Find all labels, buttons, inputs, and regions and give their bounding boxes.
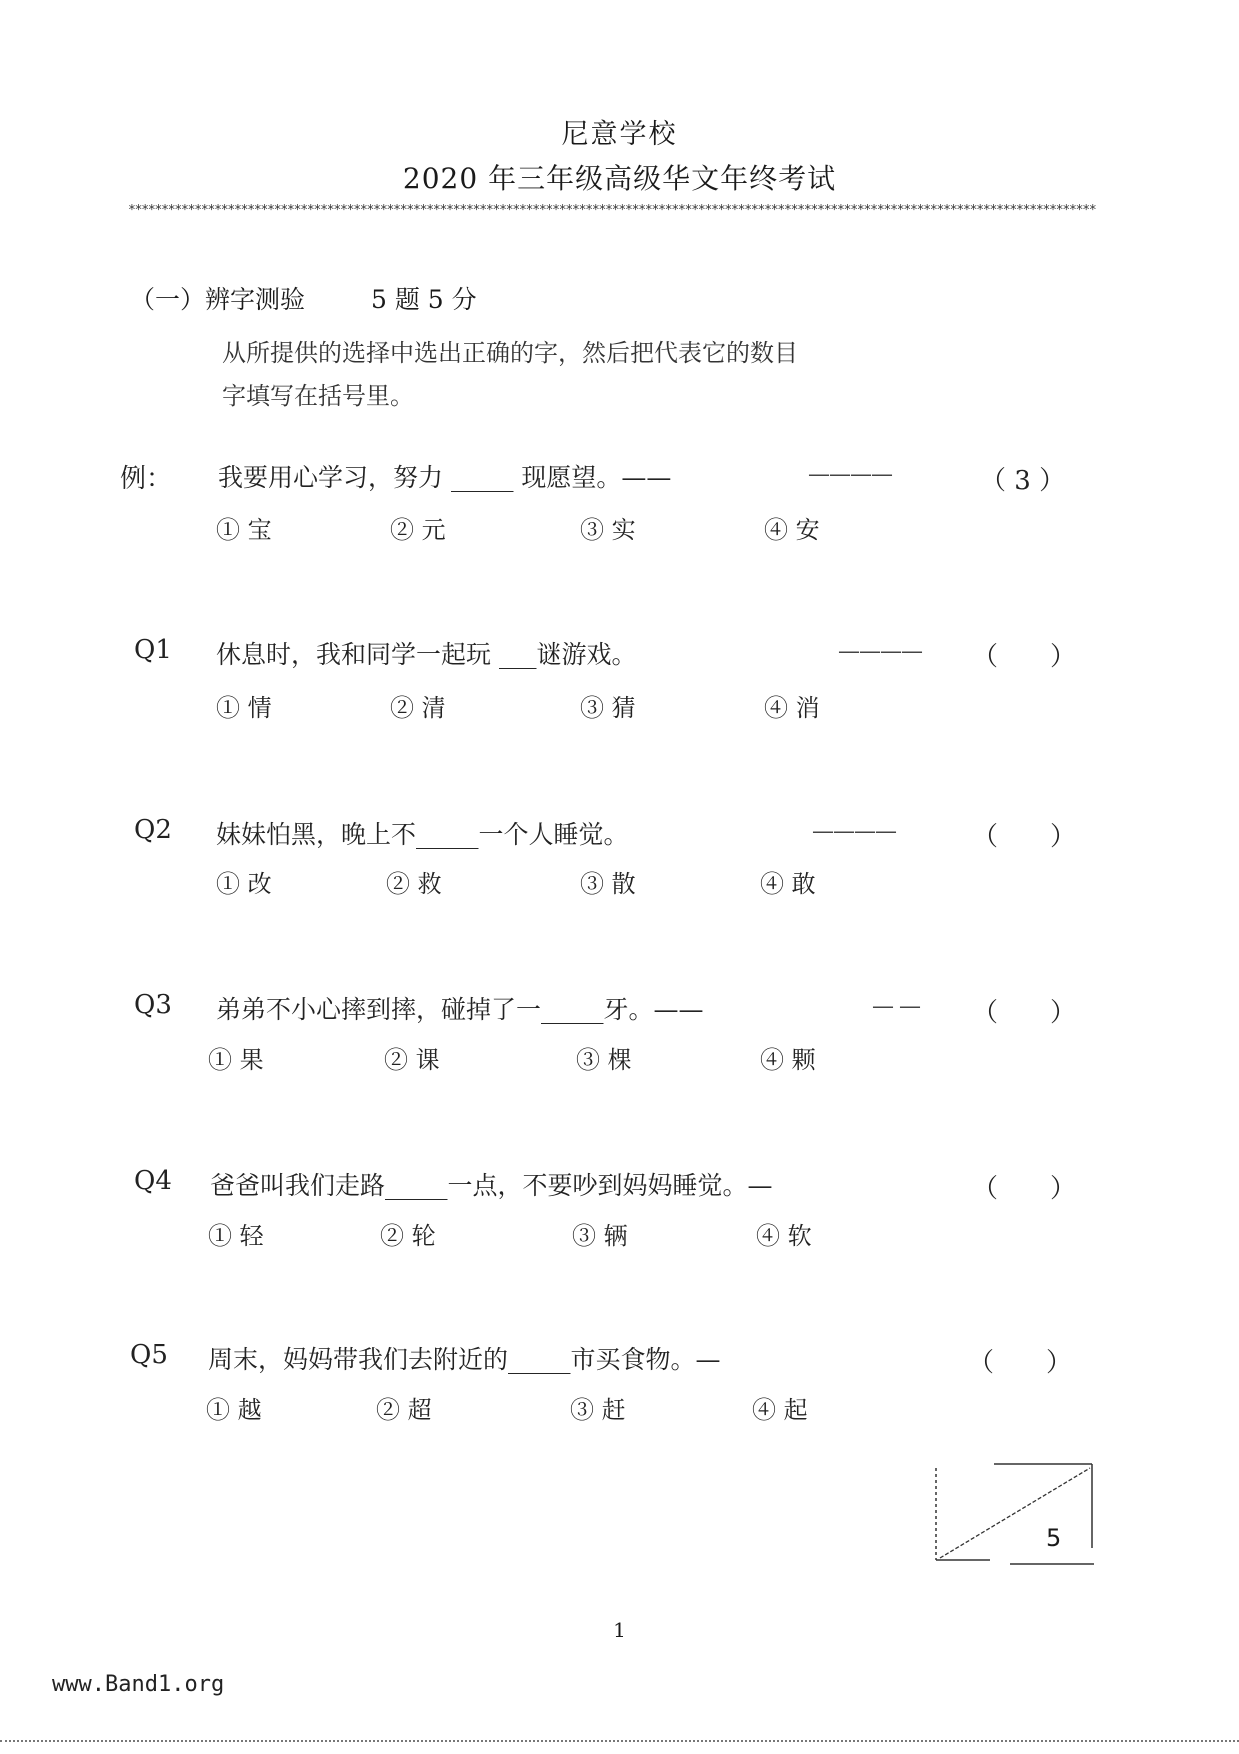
question-stem: 周末，妈妈带我们去附近的_____市买食物。—	[208, 1345, 721, 1374]
score-total: 5	[1046, 1524, 1062, 1552]
question-label: Q1	[134, 635, 172, 665]
example-option-3: ③ 实	[580, 516, 636, 544]
question-dashes: ————	[838, 639, 922, 664]
question-dashes: ————	[812, 819, 896, 844]
option-4: ④ 消	[764, 694, 820, 722]
example-option-4: ④ 安	[764, 516, 820, 544]
school-name: 尼意学校	[561, 119, 678, 150]
question-label: Q4	[134, 1166, 172, 1196]
option-3: ③ 辆	[572, 1222, 628, 1250]
answer-brackets[interactable]: （ ）	[972, 642, 1077, 672]
question-stem: 爸爸叫我们走路_____一点，不要吵到妈妈睡觉。—	[210, 1171, 773, 1200]
example-label: 例：	[120, 464, 173, 494]
example-option-1: ① 宝	[216, 516, 272, 544]
exam-title: 2020 年三年级高级华文年终考试	[402, 162, 837, 195]
score-box-frame	[934, 1462, 1096, 1566]
option-3: ③ 赶	[570, 1396, 626, 1424]
answer-brackets[interactable]: （ ）	[972, 822, 1077, 852]
section-label: （一）辨字测验	[130, 285, 306, 314]
example-dashes: ————	[808, 462, 892, 487]
section-heading	[130, 280, 477, 316]
option-1: ① 轻	[208, 1222, 264, 1250]
option-2: ② 轮	[380, 1222, 436, 1250]
question-stem: 妹妹怕黑，晚上不_____一个人睡觉。	[216, 820, 629, 849]
option-1: ① 情	[216, 694, 272, 722]
answer-brackets[interactable]: （ ）	[972, 1174, 1077, 1204]
question-label: Q5	[130, 1340, 168, 1370]
option-1: ① 越	[206, 1396, 262, 1424]
star-divider: **************************************************************************************************************************************************	[128, 203, 1096, 218]
option-2: ② 救	[386, 870, 442, 898]
option-3: ③ 散	[580, 870, 636, 898]
option-3: ③ 棵	[576, 1046, 632, 1074]
option-4: ④ 起	[752, 1396, 808, 1424]
instructions-line-1: 从所提供的选择中选出正确的字，然后把代表它的数目	[222, 339, 798, 367]
option-2: ② 清	[390, 694, 446, 722]
section-marks: 5 题 5 分	[370, 285, 477, 314]
option-3: ③ 猜	[580, 694, 636, 722]
scan-edge	[0, 1740, 1239, 1748]
option-4: ④ 颗	[760, 1046, 816, 1074]
question-dashes: — —	[872, 994, 920, 1019]
option-2: ② 超	[376, 1396, 432, 1424]
option-4: ④ 敢	[760, 870, 816, 898]
question-label: Q2	[134, 815, 172, 845]
option-4: ④ 软	[756, 1222, 812, 1250]
example-stem: 我要用心学习，努力 _____ 现愿望。——	[218, 463, 672, 492]
answer-brackets[interactable]: （ ）	[968, 1348, 1073, 1378]
option-2: ② 课	[384, 1046, 440, 1074]
question-stem: 弟弟不小心摔到摔，碰掉了一_____牙。——	[216, 995, 704, 1024]
website-watermark: www.Band1.org	[52, 1672, 225, 1697]
score-box	[934, 1462, 1096, 1566]
option-1: ① 果	[208, 1046, 264, 1074]
question-stem: 休息时，我和同学一起玩 ___谜游戏。	[216, 640, 637, 669]
answer-brackets[interactable]: （ ）	[972, 998, 1077, 1028]
question-label: Q3	[134, 990, 172, 1020]
example-option-2: ② 元	[390, 516, 446, 544]
example-answer: （ 3 ）	[980, 466, 1066, 496]
instructions-line-2: 字填写在括号里。	[222, 382, 414, 410]
page-number: 1	[613, 1618, 626, 1642]
option-1: ① 改	[216, 870, 272, 898]
